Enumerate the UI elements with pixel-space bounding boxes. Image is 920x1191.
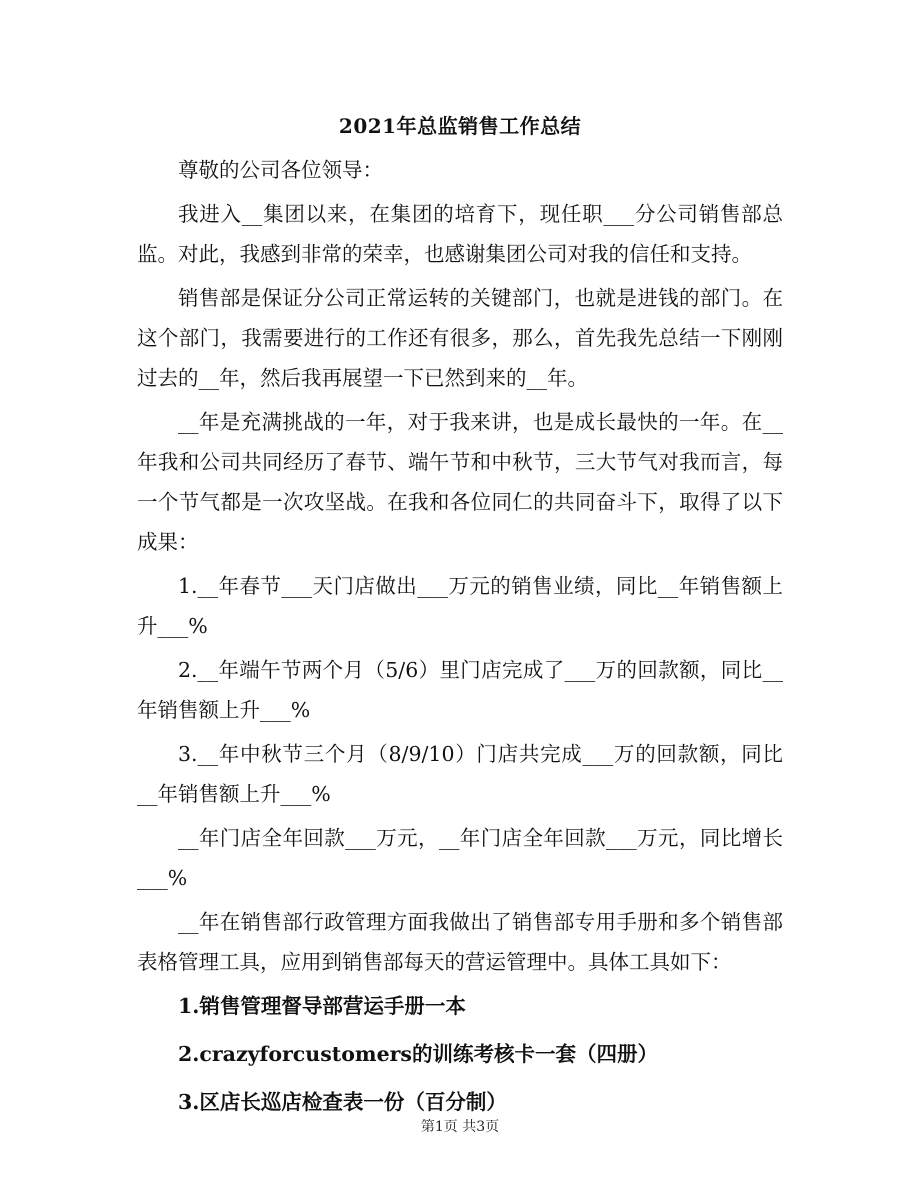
salutation: 尊敬的公司各位领导：: [178, 158, 383, 182]
paragraph-annual-collection: __年门店全年回款___万元，__年门店全年回款___万元，同比增长___%: [137, 826, 783, 890]
result-item-midautumn: 3.__年中秋节三个月（8/9/10）门店共完成___万的回款额，同比__年销售额上升___%: [137, 742, 783, 806]
paragraph-challenge: __年是充满挑战的一年，对于我来讲，也是成长最快的一年。在__年我和公司共同经历了春节、端午节和中秋节，三大节气对我而言，每一个节气都是一次攻坚战。在我和各位同仁的共同奋斗下，取得了以下成果：: [137, 410, 783, 554]
paragraph-admin-tools: __年在销售部行政管理方面我做出了销售部专用手册和多个销售部表格管理工具，应用到销售部每天的营运管理中。具体工具如下：: [137, 910, 783, 974]
paragraph-department: 销售部是保证分公司正常运转的关键部门，也就是进钱的部门。在这个部门，我需要进行的工作还有很多，那么，首先我先总结一下刚刚过去的__年，然后我再展望一下已然到来的__年。: [137, 286, 783, 390]
page-footer: 第1页 共3页: [420, 1119, 500, 1135]
tool-item-training-cards: 2.crazyforcustomers的训练考核卡一套（四册）: [178, 1042, 658, 1066]
paragraph-intro: 我进入__集团以来，在集团的培育下，现任职___分公司销售部总监。对此，我感到非常的荣幸，也感谢集团公司对我的信任和支持。: [137, 202, 783, 266]
result-item-spring: 1.__年春节___天门店做出___万元的销售业绩，同比__年销售额上升___%: [137, 574, 783, 638]
result-item-dragonboat: 2.__年端午节两个月（5/6）里门店完成了___万的回款额，同比__年销售额上升___%: [137, 658, 783, 722]
document-title: 2021年总监销售工作总结: [338, 114, 582, 138]
tool-item-inspection-sheet: 3.区店长巡店检查表一份（百分制）: [178, 1090, 507, 1114]
document-body: [137, 150, 783, 1130]
tool-item-manual: 1.销售管理督导部营运手册一本: [178, 994, 466, 1018]
